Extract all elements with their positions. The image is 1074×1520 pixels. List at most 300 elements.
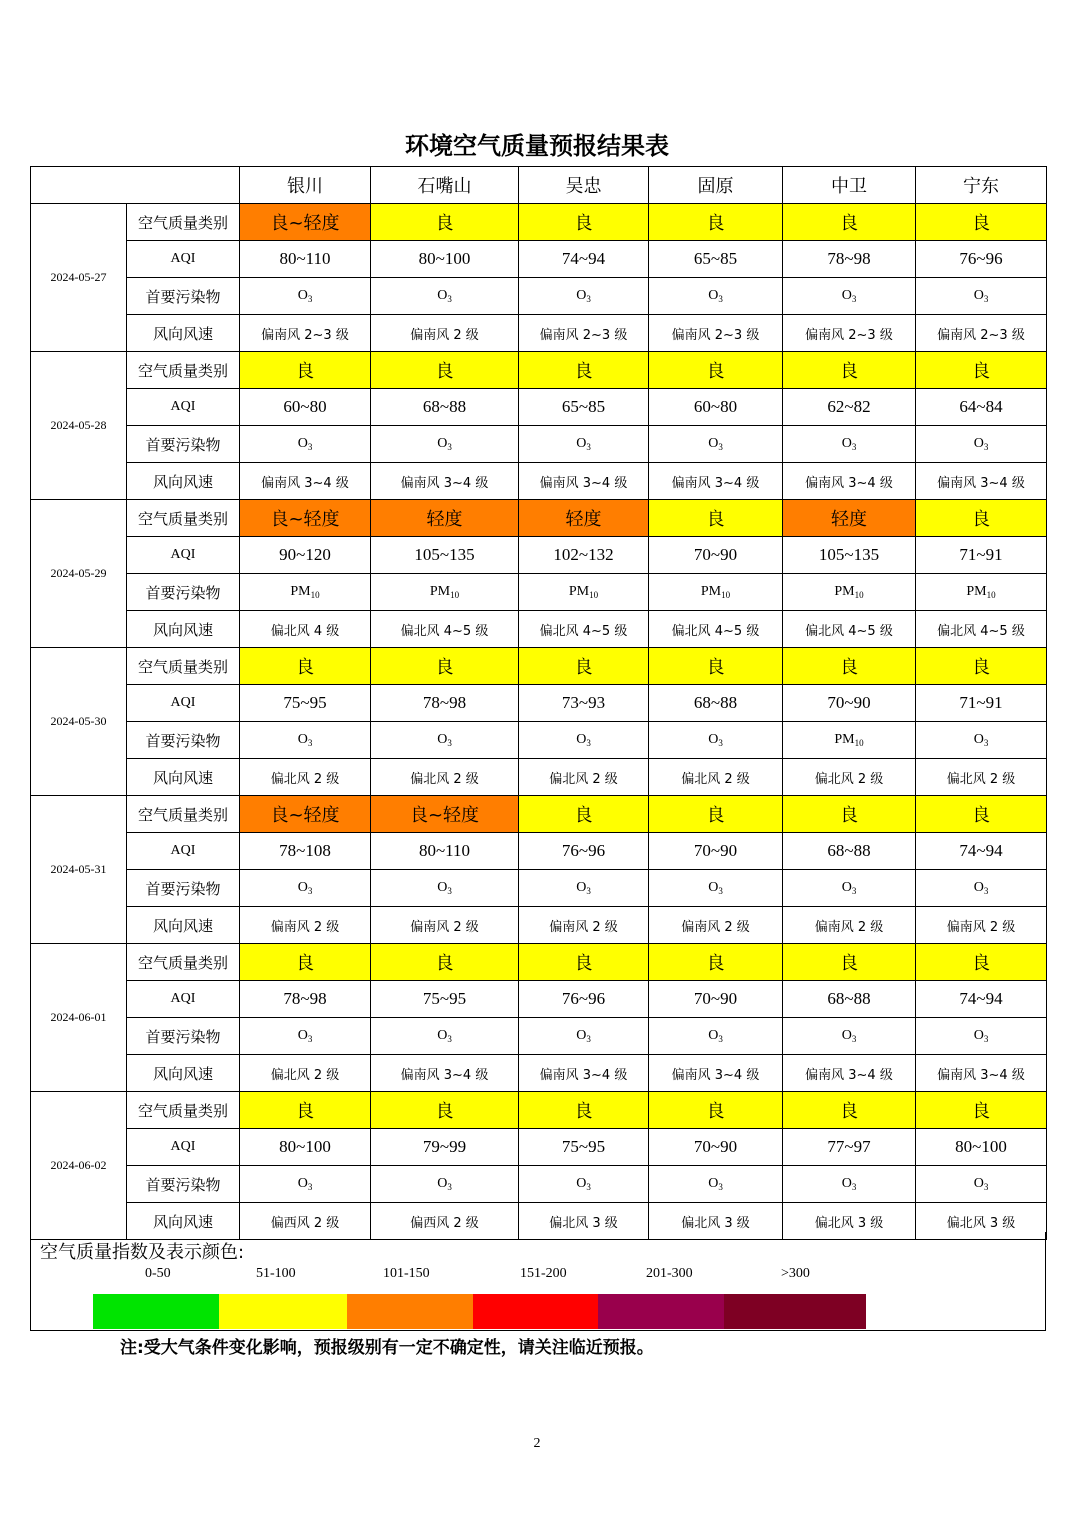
row-label: 首要污染物 [127,1166,240,1203]
pollutant-subscript: 3 [851,442,857,452]
category-cell: 良 [519,204,649,241]
pollutant-subscript: 3 [586,442,591,452]
pollutant-symbol: O [841,880,852,895]
pollutant-cell [519,426,649,463]
row-label: 风向风速 [127,463,240,500]
pollutant-subscript: 3 [307,738,313,748]
row-label: AQI [127,685,240,722]
pollutant-row [31,1018,1047,1055]
category-row [31,1092,1047,1129]
aqi-cell: 79~99 [371,1129,519,1166]
category-cell: 良 [783,1092,916,1129]
pollutant-cell [916,278,1047,315]
aqi-cell: 60~80 [649,389,783,426]
row-label: 首要污染物 [127,278,240,315]
pollutant-row [31,574,1047,611]
date-cell: 2024-05-30 [31,648,127,796]
pollutant-symbol: O [437,1028,448,1043]
legend-color-swatch [219,1294,347,1329]
pollutant-subscript: 3 [983,442,989,452]
category-cell: 良 [240,352,371,389]
pollutant-subscript: 3 [851,1034,857,1044]
aqi-cell: 65~85 [649,241,783,278]
aqi-cell: 70~90 [649,537,783,574]
aqi-cell: 80~110 [371,833,519,870]
legend-range-label: 151-200 [520,1266,567,1281]
pollutant-symbol: PM [834,732,855,747]
pollutant-subscript: 3 [447,886,452,896]
category-cell: 良 [240,1092,371,1129]
pollutant-subscript: 3 [447,1034,452,1044]
category-cell: 良 [371,944,519,981]
pollutant-symbol: O [708,732,719,747]
category-cell: 良~轻度 [240,796,371,833]
row-label: 空气质量类别 [127,1092,240,1129]
aqi-cell: 78~98 [240,981,371,1018]
pollutant-symbol: PM [568,584,590,599]
pollutant-symbol: O [297,732,308,747]
pollutant-cell [916,426,1047,463]
row-label: 风向风速 [127,1055,240,1092]
pollutant-subscript: 3 [586,294,591,304]
pollutant-subscript: 3 [851,294,857,304]
row-label: 风向风速 [127,759,240,796]
category-cell: 良 [649,796,783,833]
aqi-cell: 75~95 [371,981,519,1018]
category-cell: 良 [371,648,519,685]
date-cell: 2024-05-31 [31,796,127,944]
pollutant-subscript: 3 [983,738,989,748]
pollutant-cell [371,1018,519,1055]
aqi-cell: 76~96 [916,241,1047,278]
wind-row [31,1055,1047,1092]
pollutant-symbol: O [437,1176,448,1191]
city-header: 银川 [240,167,371,204]
wind-cell: 偏北风 4 级 [240,611,371,648]
page-number: 2 [533,1436,541,1451]
aqi-cell: 78~98 [371,685,519,722]
pollutant-cell [519,1166,649,1203]
pollutant-cell [783,1166,916,1203]
pollutant-symbol: O [576,436,587,451]
pollutant-symbol: O [297,288,308,303]
category-row [31,648,1047,685]
pollutant-subscript: 3 [307,442,313,452]
aqi-row [31,1129,1047,1166]
category-cell: 良~轻度 [240,204,371,241]
pollutant-symbol: O [973,436,984,451]
legend-color-swatch [93,1294,219,1329]
pollutant-subscript: 3 [586,1034,591,1044]
category-cell: 良 [371,204,519,241]
pollutant-subscript: 3 [718,1182,723,1192]
aqi-cell: 74~94 [916,833,1047,870]
legend-range-label: 101-150 [383,1266,430,1281]
page-title: 环境空气质量预报结果表 [405,132,669,160]
row-label: 首要污染物 [127,870,240,907]
wind-cell: 偏北风 3 级 [649,1203,783,1240]
pollutant-symbol: PM [290,584,311,599]
category-cell: 轻度 [519,500,649,537]
city-header: 宁东 [916,167,1047,204]
pollutant-cell [519,278,649,315]
pollutant-subscript: 3 [307,1182,313,1192]
table-header-row [31,167,1047,204]
row-label: 空气质量类别 [127,648,240,685]
pollutant-symbol: O [973,732,984,747]
forecast-note: 注:受大气条件变化影响，预报级别有一定不确定性，请关注临近预报。 [120,1338,654,1358]
pollutant-subscript: 3 [718,442,723,452]
pollutant-cell [916,574,1047,611]
category-cell: 良 [916,944,1047,981]
pollutant-cell [783,722,916,759]
forecast-table [30,166,1047,1240]
legend-range-label: 0-50 [145,1266,171,1281]
pollutant-subscript: 3 [447,738,452,748]
row-label: AQI [127,833,240,870]
pollutant-subscript: 10 [986,590,996,600]
wind-cell: 偏南风 2 级 [240,907,371,944]
category-cell: 良 [371,352,519,389]
pollutant-cell [649,1166,783,1203]
aqi-cell: 75~95 [519,1129,649,1166]
pollutant-cell [240,1166,371,1203]
wind-cell: 偏南风 3~4 级 [783,463,916,500]
pollutant-symbol: O [437,880,448,895]
category-cell: 良 [519,648,649,685]
pollutant-symbol: O [973,880,984,895]
wind-cell: 偏南风 3~4 级 [916,463,1047,500]
pollutant-subscript: 3 [307,886,313,896]
aqi-cell: 74~94 [916,981,1047,1018]
pollutant-subscript: 3 [447,294,452,304]
wind-cell: 偏南风 3~4 级 [371,463,519,500]
category-cell: 良 [649,648,783,685]
aqi-row [31,537,1047,574]
wind-cell: 偏北风 2 级 [916,759,1047,796]
category-cell: 良 [649,204,783,241]
wind-cell: 偏南风 2 级 [371,907,519,944]
table-body [31,204,1047,1240]
category-cell: 良 [649,1092,783,1129]
wind-cell: 偏北风 3 级 [783,1203,916,1240]
legend-color-swatch [724,1294,866,1329]
pollutant-subscript: 3 [307,294,313,304]
aqi-cell: 105~135 [783,537,916,574]
aqi-cell: 80~100 [240,1129,371,1166]
legend-range-label: 201-300 [646,1266,693,1281]
row-label: 空气质量类别 [127,500,240,537]
wind-cell: 偏南风 2 级 [649,907,783,944]
category-cell: 轻度 [371,500,519,537]
pollutant-symbol: PM [429,584,451,599]
row-label: 首要污染物 [127,1018,240,1055]
pollutant-subscript: 10 [721,590,731,600]
pollutant-symbol: O [297,1028,308,1043]
wind-cell: 偏南风 2~3 级 [783,315,916,352]
pollutant-symbol: O [437,288,448,303]
wind-cell: 偏北风 4~5 级 [916,611,1047,648]
pollutant-symbol: PM [700,584,722,599]
aqi-cell: 70~90 [783,685,916,722]
pollutant-cell [240,278,371,315]
category-cell: 良 [916,352,1047,389]
aqi-cell: 65~85 [519,389,649,426]
pollutant-subscript: 3 [447,1182,452,1192]
city-header: 中卫 [783,167,916,204]
category-cell: 良 [916,204,1047,241]
aqi-row [31,685,1047,722]
wind-cell: 偏北风 2 级 [783,759,916,796]
category-row [31,352,1047,389]
pollutant-subscript: 3 [307,1034,313,1044]
aqi-cell: 70~90 [649,833,783,870]
pollutant-cell [649,278,783,315]
aqi-row [31,241,1047,278]
wind-row [31,611,1047,648]
aqi-cell: 73~93 [519,685,649,722]
aqi-cell: 70~90 [649,981,783,1018]
wind-cell: 偏南风 2 级 [783,907,916,944]
pollutant-cell [649,870,783,907]
row-label: 空气质量类别 [127,796,240,833]
pollutant-symbol: O [708,880,719,895]
category-cell: 良 [783,796,916,833]
pollutant-row [31,722,1047,759]
pollutant-subscript: 3 [851,1182,857,1192]
date-cell: 2024-05-28 [31,352,127,500]
wind-cell: 偏南风 3~4 级 [519,1055,649,1092]
wind-cell: 偏西风 2 级 [240,1203,371,1240]
pollutant-symbol: O [297,880,308,895]
category-cell: 良 [240,648,371,685]
category-cell: 良 [783,944,916,981]
pollutant-subscript: 10 [589,590,599,600]
pollutant-cell [783,278,916,315]
category-cell: 良 [649,500,783,537]
wind-cell: 偏南风 2~3 级 [649,315,783,352]
category-row [31,204,1047,241]
pollutant-symbol: O [576,288,587,303]
pollutant-symbol: O [973,1176,984,1191]
legend-range-label: 51-100 [256,1266,296,1281]
category-cell: 良~轻度 [240,500,371,537]
wind-cell: 偏南风 3~4 级 [371,1055,519,1092]
row-label: AQI [127,1129,240,1166]
category-cell: 良~轻度 [371,796,519,833]
wind-cell: 偏南风 2~3 级 [519,315,649,352]
wind-cell: 偏北风 2 级 [371,759,519,796]
wind-cell: 偏南风 3~4 级 [649,463,783,500]
wind-cell: 偏北风 2 级 [519,759,649,796]
pollutant-symbol: PM [966,584,987,599]
wind-cell: 偏北风 4~5 级 [649,611,783,648]
aqi-cell: 78~108 [240,833,371,870]
category-row [31,944,1047,981]
pollutant-subscript: 3 [851,886,857,896]
pollutant-cell [240,870,371,907]
category-cell: 良 [783,352,916,389]
pollutant-row [31,870,1047,907]
wind-row [31,315,1047,352]
pollutant-row [31,278,1047,315]
date-cell: 2024-05-27 [31,204,127,352]
category-cell: 良 [916,648,1047,685]
wind-cell: 偏北风 2 级 [649,759,783,796]
date-cell: 2024-06-02 [31,1092,127,1240]
pollutant-subscript: 3 [447,442,452,452]
pollutant-cell [240,1018,371,1055]
pollutant-cell [916,870,1047,907]
category-cell: 轻度 [783,500,916,537]
pollutant-cell [916,1018,1047,1055]
pollutant-cell [371,722,519,759]
wind-row [31,907,1047,944]
row-label: AQI [127,241,240,278]
pollutant-subscript: 3 [586,738,591,748]
pollutant-symbol: O [576,732,587,747]
pollutant-symbol: O [708,1028,719,1043]
pollutant-subscript: 3 [586,1182,591,1192]
pollutant-symbol: PM [834,584,855,599]
city-header: 石嘴山 [371,167,519,204]
pollutant-symbol: O [297,436,308,451]
pollutant-subscript: 3 [983,886,989,896]
wind-cell: 偏北风 2 级 [240,759,371,796]
row-label: 风向风速 [127,907,240,944]
pollutant-cell [649,574,783,611]
pollutant-subscript: 10 [450,590,460,600]
pollutant-subscript: 3 [983,1034,989,1044]
category-cell: 良 [519,796,649,833]
aqi-cell: 71~91 [916,685,1047,722]
category-row [31,500,1047,537]
pollutant-cell [916,722,1047,759]
pollutant-cell [240,574,371,611]
aqi-cell: 62~82 [783,389,916,426]
wind-cell: 偏南风 2 级 [519,907,649,944]
pollutant-subscript: 3 [586,886,591,896]
category-cell: 良 [916,500,1047,537]
category-cell: 良 [783,648,916,685]
pollutant-cell [519,870,649,907]
pollutant-symbol: O [973,288,984,303]
pollutant-subscript: 3 [718,294,723,304]
wind-cell: 偏北风 4~5 级 [519,611,649,648]
pollutant-subscript: 3 [718,886,723,896]
pollutant-symbol: O [708,1176,719,1191]
wind-cell: 偏北风 4~5 级 [783,611,916,648]
row-label: 空气质量类别 [127,352,240,389]
pollutant-subscript: 10 [854,738,864,748]
pollutant-cell [649,722,783,759]
aqi-cell: 77~97 [783,1129,916,1166]
date-cell: 2024-06-01 [31,944,127,1092]
aqi-cell: 70~90 [649,1129,783,1166]
pollutant-symbol: O [708,288,719,303]
category-cell: 良 [519,944,649,981]
row-label: 风向风速 [127,1203,240,1240]
aqi-cell: 105~135 [371,537,519,574]
pollutant-cell [649,1018,783,1055]
pollutant-subscript: 10 [310,590,320,600]
pollutant-subscript: 3 [718,738,723,748]
pollutant-symbol: O [576,880,587,895]
pollutant-cell [519,722,649,759]
wind-cell: 偏北风 2 级 [240,1055,371,1092]
pollutant-cell [371,278,519,315]
category-cell: 良 [783,204,916,241]
aqi-cell: 64~84 [916,389,1047,426]
row-label: 空气质量类别 [127,944,240,981]
pollutant-cell [240,426,371,463]
pollutant-subscript: 3 [718,1034,723,1044]
aqi-legend [30,1232,1046,1331]
row-label: AQI [127,389,240,426]
pollutant-symbol: O [437,436,448,451]
row-label: 首要污染物 [127,426,240,463]
aqi-cell: 80~100 [916,1129,1047,1166]
aqi-cell: 80~110 [240,241,371,278]
wind-row [31,759,1047,796]
wind-cell: 偏南风 3~4 级 [916,1055,1047,1092]
aqi-cell: 102~132 [519,537,649,574]
row-label: 首要污染物 [127,574,240,611]
aqi-cell: 71~91 [916,537,1047,574]
aqi-cell: 74~94 [519,241,649,278]
category-cell: 良 [519,1092,649,1129]
aqi-row [31,389,1047,426]
pollutant-cell [519,574,649,611]
pollutant-row [31,1166,1047,1203]
pollutant-cell [783,870,916,907]
wind-cell: 偏北风 3 级 [519,1203,649,1240]
date-cell: 2024-05-29 [31,500,127,648]
pollutant-cell [649,426,783,463]
pollutant-row [31,426,1047,463]
aqi-row [31,833,1047,870]
category-cell: 良 [240,944,371,981]
wind-cell: 偏北风 4~5 级 [371,611,519,648]
pollutant-symbol: O [841,288,852,303]
wind-cell: 偏西风 2 级 [371,1203,519,1240]
pollutant-cell [783,574,916,611]
aqi-cell: 68~88 [783,981,916,1018]
legend-title: 空气质量指数及表示颜色: [40,1242,245,1263]
pollutant-cell [916,1166,1047,1203]
category-cell: 良 [916,796,1047,833]
aqi-cell: 68~88 [371,389,519,426]
category-cell: 良 [649,944,783,981]
aqi-cell: 68~88 [783,833,916,870]
pollutant-subscript: 3 [983,294,989,304]
row-label: 空气质量类别 [127,204,240,241]
aqi-cell: 90~120 [240,537,371,574]
wind-cell: 偏南风 3~4 级 [240,463,371,500]
aqi-cell: 76~96 [519,833,649,870]
pollutant-subscript: 10 [854,590,864,600]
pollutant-cell [371,1166,519,1203]
wind-cell: 偏南风 2~3 级 [240,315,371,352]
wind-cell: 偏南风 3~4 级 [649,1055,783,1092]
pollutant-symbol: O [576,1176,587,1191]
pollutant-symbol: O [841,436,852,451]
pollutant-cell [519,1018,649,1055]
wind-cell: 偏南风 2~3 级 [916,315,1047,352]
pollutant-cell [371,870,519,907]
pollutant-symbol: O [973,1028,984,1043]
pollutant-cell [783,1018,916,1055]
